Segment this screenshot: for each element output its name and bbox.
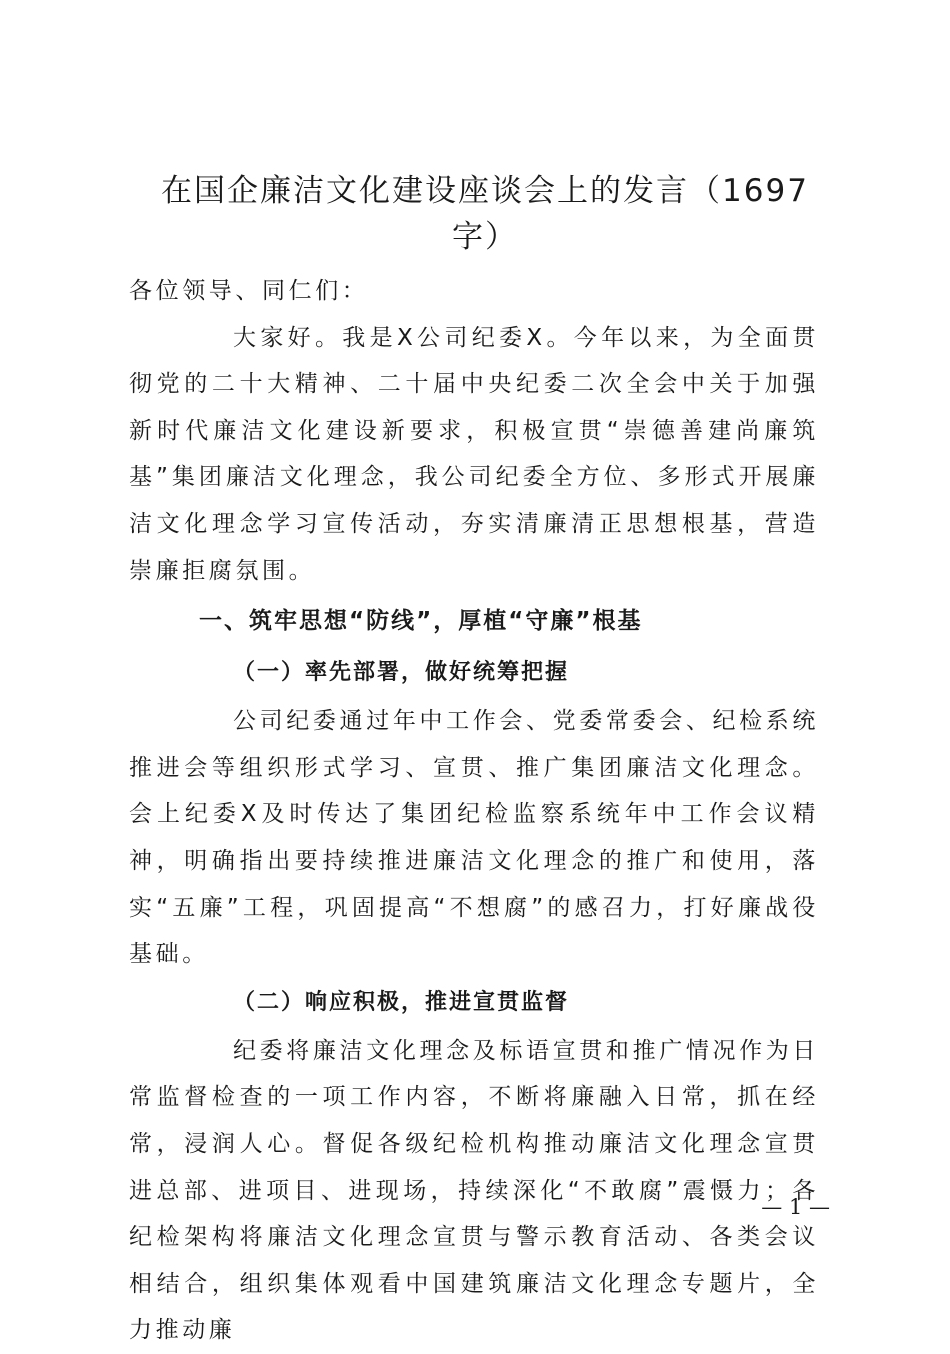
- subsection-1-paragraph: 公司纪委通过年中工作会、党委常委会、纪检系统推进会等组织形式学习、宣贯、推广集团廉洁文化理念。会上纪委X及时传达了集团纪检监察系统年中工作会议精神，明确指出要持续推进廉洁文化理念的推广和使用，落实“五廉”工程，巩固提高“不想腐”的感召力，打好廉战役基础。: [129, 708, 819, 968]
- section-heading-1: 一、筑牢思想“防线”，厚植“守廉”根基: [199, 608, 643, 635]
- subsection-2-paragraph: 纪委将廉洁文化理念及标语宣贯和推广情况作为日常监督检查的一项工作内容，不断将廉融入日常，抓在经常，浸润人心。督促各级纪检机构推动廉洁文化理念宣贯进总部、进项目、进现场，持续深化“不敢腐”震慑力；各纪检架构将廉洁文化理念宣贯与警示教育活动、各类会议相结合，组织集体观看中国建筑廉洁文化理念专题片，全力推动廉: [129, 1037, 819, 1344]
- subsection-heading-2: （二）响应积极，推进宣贯监督: [233, 989, 570, 1015]
- page-number: — 1 —: [761, 1195, 830, 1219]
- document-title: 在国企廉洁文化建设座谈会上的发言（1697字）: [161, 173, 809, 255]
- document-body: [129, 268, 819, 1354]
- subsection-heading-1: （一）率先部署，做好统筹把握: [233, 660, 570, 686]
- salutation: 各位领导、同仁们：: [129, 278, 369, 304]
- intro-paragraph: 大家好。我是X公司纪委X。今年以来，为全面贯彻党的二十大精神、二十届中央纪委二次全会中关于加强新时代廉洁文化建设新要求，积极宣贯“崇德善建尚廉筑基”集团廉洁文化理念，我公司纪委全方位、多形式开展廉洁文化理念学习宣传活动，夯实清廉清正思想根基，营造崇廉拒腐氛围。: [129, 324, 819, 584]
